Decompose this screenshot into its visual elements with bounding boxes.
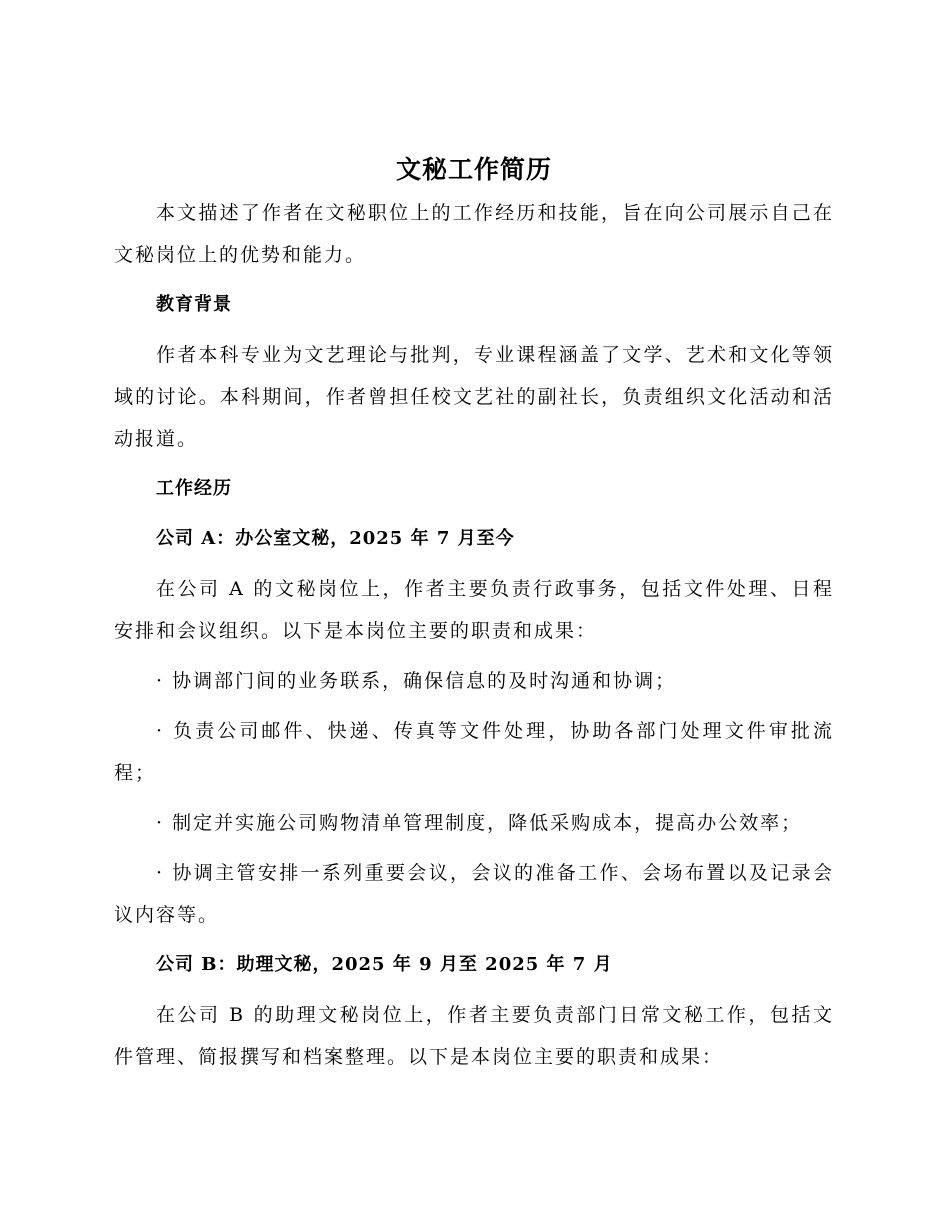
intro-paragraph: 本文描述了作者在文秘职位上的工作经历和技能，旨在向公司展示自己在文秘岗位上的优势和能力。 (114, 202, 834, 266)
company-a-title: 公司 A：办公室文秘，2025 年 7 月至今 (156, 528, 515, 549)
education-heading: 教育背景 (156, 294, 232, 315)
work-heading: 工作经历 (156, 478, 232, 499)
document-page (114, 150, 834, 1086)
company-a-description: 在公司 A 的文秘岗位上，作者主要负责行政事务，包括文件处理、日程安排和会议组织。以下是本岗位主要的职责和成果： (114, 578, 834, 642)
company-a-bullet-2: · 负责公司邮件、快递、传真等文件处理，协助各部门处理文件审批流程； (114, 720, 834, 784)
company-a-bullet-4: · 协调主管安排一系列重要会议，会议的准备工作、会场布置以及记录会议内容等。 (114, 862, 834, 926)
document-title: 文秘工作简历 (395, 155, 552, 184)
company-b-description: 在公司 B 的助理文秘岗位上，作者主要负责部门日常文秘工作，包括文件管理、简报撰写和档案整理。以下是本岗位主要的职责和成果： (114, 1004, 834, 1068)
education-paragraph: 作者本科专业为文艺理论与批判，专业课程涵盖了文学、艺术和文化等领域的讨论。本科期间，作者曾担任校文艺社的副社长，负责组织文化活动和活动报道。 (114, 344, 834, 450)
company-a-bullet-3: · 制定并实施公司购物清单管理制度，降低采购成本，提高办公效率； (156, 812, 803, 834)
company-b-title: 公司 B：助理文秘，2025 年 9 月至 2025 年 7 月 (156, 954, 613, 975)
company-a-bullet-1: · 协调部门间的业务联系，确保信息的及时沟通和协调； (156, 670, 677, 692)
